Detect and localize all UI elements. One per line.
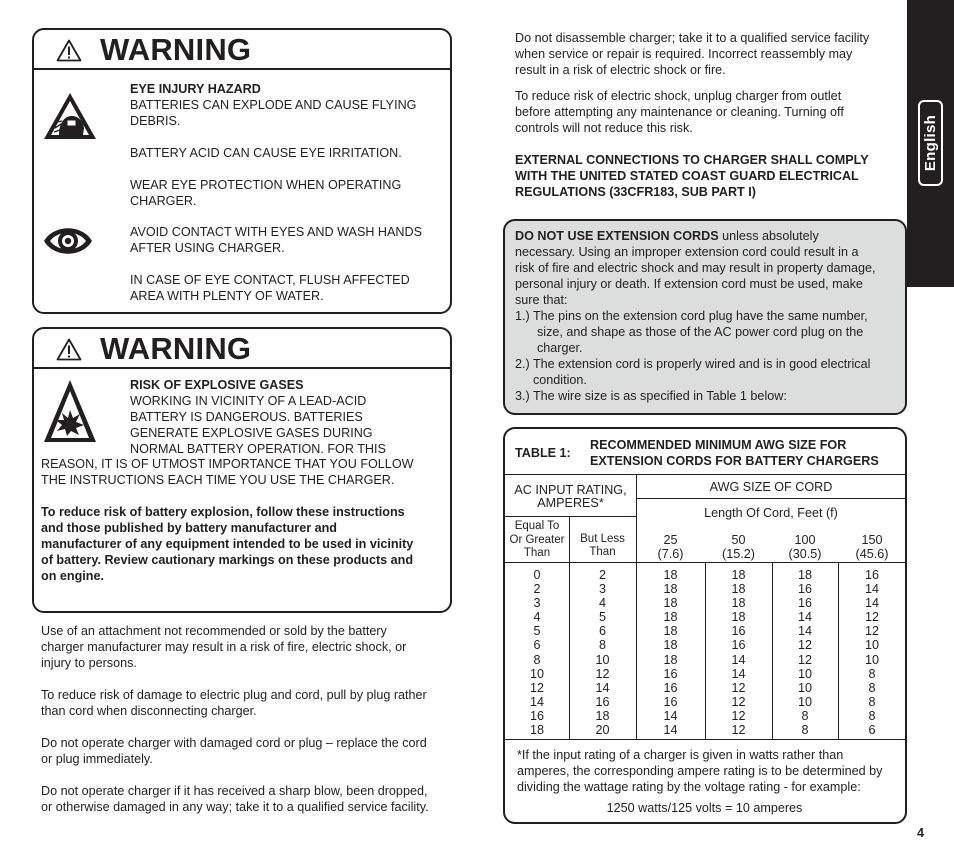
warning-triangle-icon	[56, 39, 82, 62]
awg-150ft-column	[838, 568, 906, 737]
safety-text-line: Do not operate charger with damaged cord or plug – replace the cord	[41, 736, 427, 750]
header-line: Equal To	[514, 520, 560, 532]
table-cell: 18	[529, 723, 544, 738]
extension-cord-item: charger.	[537, 341, 583, 355]
table-cell: 14	[797, 624, 812, 639]
table-rule	[505, 516, 636, 517]
extension-cord-line: personal injury or death. If extension cord must be used, make	[515, 277, 863, 291]
table-cell: 16	[797, 596, 812, 611]
but-less-than-header	[569, 533, 636, 559]
table-cell: 16	[663, 694, 678, 709]
safety-text-line: To reduce risk of electric shock, unplug charger from outlet	[515, 89, 842, 103]
equal-or-greater-header	[505, 520, 569, 561]
safety-text-line: before attempting any maintenance or cleaning. Turning off	[515, 105, 844, 119]
table-cell: 16	[864, 568, 879, 582]
table-footnote-line: dividing the wattage rating by the voltage rating - for example:	[517, 780, 861, 794]
length-m: (15.2)	[722, 547, 755, 561]
extension-cord-line: necessary. Using an improper extension cord could result in a	[515, 245, 859, 259]
safety-text-line: Do not operate charger if it has received a sharp blow, been dropped,	[41, 784, 428, 798]
table-cell: 2	[598, 568, 606, 582]
table-cell: 8	[868, 666, 876, 681]
table-cell: 14	[663, 723, 678, 738]
extension-cord-item: 1.) The pins on the extension cord plug have the same number,	[515, 309, 868, 323]
but-less-than-column	[569, 568, 636, 737]
table-cell: 6	[598, 624, 606, 639]
warning-text-line: AFTER USING CHARGER.	[130, 241, 285, 255]
warning-text-line: BATTERIES CAN EXPLODE AND CAUSE FLYING	[130, 98, 417, 112]
table-cell: 8	[868, 694, 876, 709]
table-cell: 16	[529, 708, 544, 723]
safety-text-line: or otherwise damaged in any way; take it to a qualified service facility.	[41, 800, 429, 814]
header-line: Or Greater	[509, 533, 565, 546]
length-m: (30.5)	[788, 547, 822, 561]
safety-text-line: Do not disassemble charger; take it to a qualified service facility	[515, 31, 870, 45]
table-title-line: EXTENSION CORDS FOR BATTERY CHARGERS	[590, 454, 879, 468]
table-cell: 10	[797, 666, 812, 681]
table-cell: 14	[864, 596, 879, 611]
warning-text-line: AVOID CONTACT WITH EYES AND WASH HANDS	[130, 225, 423, 239]
table-cell: 16	[663, 680, 678, 695]
warning-text-line: IN CASE OF EYE CONTACT, FLUSH AFFECTED	[130, 273, 410, 287]
warning-text-line: WEAR EYE PROTECTION WHEN OPERATING	[130, 178, 402, 192]
safety-text-line: charger manufacturer may result in a risk of fire, electric shock, or	[41, 640, 407, 654]
extension-cord-item: condition.	[533, 373, 587, 387]
table-cell: 12	[864, 624, 879, 639]
cord-length-header: Length Of Cord, Feet (f)	[704, 506, 838, 520]
table-cell: 12	[731, 694, 746, 709]
table-cell: 18	[663, 624, 678, 639]
warning-bold-line: To reduce risk of battery explosion, follow these instructions	[41, 505, 405, 519]
length-m: (7.6)	[657, 547, 684, 561]
table-cell: 12	[731, 680, 746, 695]
table-cell: 12	[529, 680, 544, 695]
external-connections-line: REGULATIONS (33CFR183, SUB PART I)	[515, 185, 756, 199]
external-connections-line: WITH THE UNITED STATED COAST GUARD ELECTRICAL	[515, 169, 859, 183]
table-cell: 12	[797, 652, 812, 667]
table-cell: 8	[801, 723, 809, 738]
table-cell: 5	[598, 610, 606, 625]
length-ft: 150	[861, 533, 883, 547]
explosion-hazard-icon	[43, 378, 97, 444]
awg-100ft-column	[772, 568, 838, 737]
language-label	[918, 100, 943, 186]
table-rule	[636, 498, 905, 499]
table-cell: 10	[595, 652, 610, 667]
warning-triangle-icon	[56, 338, 82, 361]
header-line: But Less	[580, 533, 625, 545]
table-footnote-line: amperes, the corresponding ampere rating is to be determined by	[517, 764, 883, 778]
table-cell: 20	[595, 723, 610, 738]
warning-text-line: BATTERY IS DANGEROUS. BATTERIES	[130, 410, 363, 424]
table-cell: 18	[731, 568, 746, 582]
awg-table	[503, 427, 907, 824]
explosive-gases-warning-box	[32, 327, 452, 613]
table-cell: 4	[533, 610, 541, 625]
safety-text-line: Use of an attachment not recommended or sold by the battery	[41, 624, 387, 638]
length-50-header	[705, 533, 772, 561]
table-cell: 4	[598, 596, 606, 611]
safety-text-line: result in a risk of electric shock or fire.	[515, 63, 726, 77]
ac-rating-header: AC INPUT RATING,	[514, 483, 627, 497]
table-cell: 14	[731, 666, 746, 681]
table-cell: 18	[663, 596, 678, 611]
table-cell: 12	[731, 723, 746, 738]
table-cell: 12	[864, 610, 879, 625]
table-cell: 6	[533, 638, 541, 653]
eye-protection-hazard-icon	[43, 92, 97, 140]
length-ft: 100	[794, 533, 816, 547]
table-cell: 3	[598, 582, 606, 597]
table-cell: 16	[797, 582, 812, 597]
table-cell: 3	[533, 596, 541, 611]
awg-25ft-column	[636, 568, 705, 737]
extension-cord-lead-rest: unless absolutely	[718, 229, 819, 243]
warning-text-line: WORKING IN VICINITY OF A LEAD-ACID	[130, 394, 367, 408]
table-cell: 16	[663, 666, 678, 681]
table-cell: 2	[533, 582, 541, 597]
warning-bold-line: and those published by battery manufacturer and	[41, 521, 338, 535]
table-cell: 18	[663, 638, 678, 653]
safety-text-line: or plug immediately.	[41, 752, 153, 766]
table-footnote-line: *If the input rating of a charger is given in watts rather than	[517, 748, 844, 762]
table-cell: 18	[663, 582, 678, 597]
table-rule	[505, 474, 905, 475]
extension-cord-box	[503, 219, 907, 415]
table-cell: 10	[529, 666, 544, 681]
extension-cord-item: size, and shape as those of the AC power cord plug on the	[537, 325, 864, 339]
awg-size-header: AWG SIZE OF CORD	[709, 480, 833, 494]
ac-rating-header: AMPERES*	[537, 496, 604, 510]
length-25-header	[636, 533, 705, 561]
safety-text-line: To reduce risk of damage to electric plug and cord, pull by plug rather	[41, 688, 427, 702]
table-cell: 18	[731, 596, 746, 611]
warning-text-line: CHARGER.	[130, 194, 197, 208]
safety-text-line: when service or repair is required. Incorrect reassembly may	[515, 47, 853, 61]
warning-text-line: REASON, IT IS OF UTMOST IMPORTANCE THAT YOU FOLLOW	[41, 457, 414, 471]
table-cell: 18	[595, 708, 610, 723]
table-cell: 18	[731, 610, 746, 625]
awg-50ft-column	[705, 568, 772, 737]
warning-text-line: AREA WITH PLENTY OF WATER.	[130, 289, 324, 303]
warning-text-line: DEBRIS.	[130, 114, 181, 128]
safety-text-line: than cord when disconnecting charger.	[41, 704, 257, 718]
extension-cord-lead: DO NOT USE EXTENSION CORDS	[515, 229, 719, 243]
equal-or-greater-column	[505, 568, 569, 737]
warning-header	[34, 329, 450, 369]
table-cell: 14	[529, 694, 544, 709]
safety-text-line: injury to persons.	[41, 656, 137, 670]
table-title-line: RECOMMENDED MINIMUM AWG SIZE FOR	[590, 438, 847, 452]
table-cell: 14	[663, 708, 678, 723]
language-label-text: English	[921, 114, 939, 172]
external-connections-line: EXTERNAL CONNECTIONS TO CHARGER SHALL COMPLY	[515, 153, 869, 167]
table-cell: 12	[797, 638, 812, 653]
table-cell: 18	[663, 652, 678, 667]
warning-header	[34, 30, 450, 70]
table-cell: 8	[801, 708, 809, 723]
table-rule	[505, 739, 905, 740]
table-cell: 14	[864, 582, 879, 597]
table-cell: 5	[533, 624, 541, 639]
table-cell: 16	[595, 694, 610, 709]
warning-bold-line: of battery. Review cautionary markings on these products and	[41, 553, 414, 567]
extension-cord-line: sure that:	[515, 293, 568, 307]
table-cell: 18	[663, 610, 678, 625]
extension-cord-line: risk of fire and electric shock and may result in property damage,	[515, 261, 876, 275]
length-ft: 50	[731, 533, 746, 547]
table-cell: 8	[868, 708, 876, 723]
table-cell: 12	[595, 666, 610, 681]
header-line: Than	[523, 547, 551, 559]
table-cell: 8	[533, 652, 541, 667]
length-100-header	[772, 533, 838, 561]
extension-cord-first-line	[515, 228, 819, 244]
table-cell: 8	[598, 638, 606, 653]
table-cell: 14	[731, 652, 746, 667]
extension-cord-item: 3.) The wire size is as specified in Table 1 below:	[515, 389, 787, 403]
eye-hazard-warning-box	[32, 28, 452, 314]
length-ft: 25	[663, 533, 678, 547]
length-150-header	[838, 533, 906, 561]
table-cell: 16	[731, 624, 746, 639]
table-example: 1250 watts/125 volts = 10 amperes	[606, 801, 803, 815]
table-label: TABLE 1:	[515, 446, 571, 460]
safety-text-line: controls will not reduce this risk.	[515, 121, 693, 135]
table-cell: 16	[731, 638, 746, 653]
table-cell: 10	[864, 638, 879, 653]
warning-text-line: NORMAL BATTERY OPERATION. FOR THIS	[130, 442, 386, 456]
table-cell: 18	[731, 582, 746, 597]
table-cell: 12	[731, 708, 746, 723]
table-cell: 18	[663, 568, 678, 582]
extension-cord-item: 2.) The extension cord is properly wired and is in good electrical	[515, 357, 871, 371]
table-cell: 14	[797, 610, 812, 625]
explosive-gases-heading: RISK OF EXPLOSIVE GASES	[130, 378, 304, 392]
table-cell: 18	[797, 568, 812, 582]
table-cell: 6	[868, 723, 876, 738]
warning-bold-line: on engine.	[41, 569, 104, 583]
table-cell: 0	[533, 568, 541, 582]
warning-text-line: GENERATE EXPLOSIVE GASES DURING	[130, 426, 373, 440]
warning-text-line: BATTERY ACID CAN CAUSE EYE IRRITATION.	[130, 146, 402, 160]
length-m: (45.6)	[855, 547, 889, 561]
warning-title: WARNING	[100, 331, 252, 366]
header-line: Than	[589, 546, 616, 558]
warning-bold-line: manufacturer of any equipment intended to be used in vicinity	[41, 537, 414, 551]
table-cell: 8	[868, 680, 876, 695]
eye-hazard-heading: EYE INJURY HAZARD	[130, 82, 261, 96]
table-cell: 10	[797, 680, 812, 695]
page-number: 4	[917, 826, 925, 840]
table-cell: 14	[595, 680, 610, 695]
table-cell: 10	[797, 694, 812, 709]
table-cell: 10	[864, 652, 879, 667]
warning-title: WARNING	[100, 32, 252, 67]
eye-icon	[42, 219, 94, 263]
warning-text-line: THE INSTRUCTIONS EACH TIME YOU USE THE CHARGER.	[41, 473, 395, 487]
